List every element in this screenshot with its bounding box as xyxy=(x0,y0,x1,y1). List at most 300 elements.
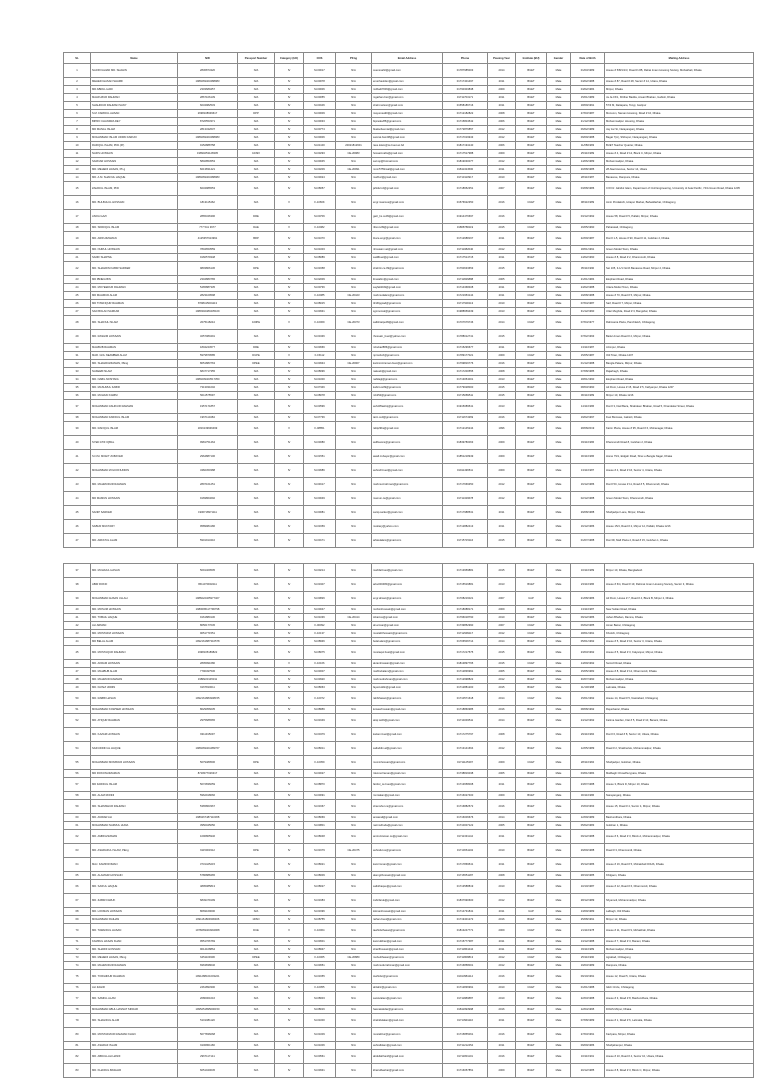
table-cell: 01713658008 xyxy=(443,778,488,792)
table-cell: MD. ANWAR ALI xyxy=(91,814,178,822)
table-cell: Elephant Road, Dhaka xyxy=(605,276,754,284)
table-cell: MD. NABIL MOSTAFA xyxy=(91,376,178,384)
table-cell: 2012 xyxy=(488,630,516,638)
table-cell: Male xyxy=(547,822,571,830)
table-cell: M-08956 xyxy=(304,706,336,714)
table-cell: MAHFUZUR RAHMAN xyxy=(91,94,178,102)
table-cell: emerhaulden@gmail.com xyxy=(372,78,443,86)
table-cell: Male xyxy=(547,894,571,908)
table-cell: IV xyxy=(275,692,304,706)
table-cell: 08/08/1992 xyxy=(571,706,605,714)
table-cell: F-15112 xyxy=(304,352,336,360)
table-cell: 17 xyxy=(64,210,91,224)
table-cell: 25/11/1989 xyxy=(571,150,605,158)
table-cell: N/A xyxy=(336,246,372,254)
table-cell: Ad Floor, House # 7, Road # 4, Block B, Mirpur 2, Dhaka xyxy=(605,592,754,606)
table-cell: 2011 xyxy=(488,1014,516,1028)
table-cell: Male xyxy=(547,224,571,232)
table-cell: karimrozzaman.buet@gmail.com xyxy=(372,360,443,368)
table-cell: IV xyxy=(275,150,304,158)
table-cell: 01713141664 xyxy=(443,742,488,756)
table-row xyxy=(64,534,754,548)
table-cell: 83 xyxy=(64,1064,91,1078)
table-cell: 09/09/1986 xyxy=(571,1042,605,1050)
table-cell: IV xyxy=(275,284,304,292)
table-cell: 2015 xyxy=(488,262,516,276)
table-cell: 2012 xyxy=(488,478,516,492)
table-cell: 26 xyxy=(64,300,91,308)
table-cell: N/A xyxy=(238,196,275,210)
table-cell: 21/12/1986 xyxy=(571,118,605,126)
table-cell: tobail.ce@gmail.com xyxy=(372,614,443,622)
table-cell: 01790303838 xyxy=(443,86,488,94)
table-cell: 01721953144 xyxy=(443,292,488,300)
table-cell: tawhidulhasan@gmail.com xyxy=(372,924,443,938)
table-cell: 52 xyxy=(64,714,91,728)
table-cell: 41 xyxy=(64,614,91,622)
table-cell: C/O Dr. Jahidul Islam, Department of Civil Engineering, University of Asia Pacific, 74/A Green Road, Dhaka 1205 xyxy=(605,182,754,196)
table-cell: 57/3 M, Dattapara, Tongi, Gazipur xyxy=(605,102,754,110)
table-cell: N/A xyxy=(336,436,372,450)
table-cell: BUET xyxy=(516,520,547,534)
table-cell: N/A xyxy=(336,262,372,276)
table-cell: nakeeb@gmail.com xyxy=(372,368,443,376)
table-cell: 2015 xyxy=(488,660,516,668)
table-cell: 76 xyxy=(64,984,91,992)
table-cell: IV xyxy=(275,592,304,606)
table-cell: IV xyxy=(275,534,304,548)
table-row xyxy=(64,684,754,692)
table-cell: 1989302480435109 xyxy=(178,308,238,316)
table-cell: BUET xyxy=(516,792,547,800)
table-cell: M-04617 xyxy=(304,478,336,492)
table-row xyxy=(64,792,754,800)
table-cell: Khilgaon, Dhaka xyxy=(605,872,754,880)
table-cell: 29/08/1988 xyxy=(571,506,605,520)
table-cell: 2011 xyxy=(488,938,516,946)
table-cell: 2010 xyxy=(488,844,516,858)
table-cell: M-01551 xyxy=(304,450,336,464)
table-cell: N/A xyxy=(336,770,372,778)
table-cell: Uttar Mughda, Road # 3, Bangshal, Dhaka xyxy=(605,308,754,316)
table-cell: House 14, Road # 5, Nasirabad, Chittagong xyxy=(605,692,754,706)
table-cell: Male xyxy=(547,800,571,814)
table-cell: MD TOWFIQUR RAHMAN xyxy=(91,300,178,308)
table-row xyxy=(64,450,754,464)
table-cell: 15/05/1982 xyxy=(571,668,605,676)
table-cell: BUET xyxy=(516,422,547,436)
table-cell: MD. FAYEZ UDDIN xyxy=(91,684,178,692)
table-cell: Male xyxy=(547,830,571,844)
table-cell: 03/01/1984 xyxy=(571,770,605,778)
table-cell: IV xyxy=(275,770,304,778)
table-cell: 9014108864 xyxy=(178,946,238,954)
table-cell: ASFIA GAZI xyxy=(91,210,178,224)
table-cell: M-08009 xyxy=(304,872,336,880)
table-cell: IV xyxy=(275,174,304,182)
table-cell: MD ABDUL HADI xyxy=(91,86,178,94)
table-cell: 09/12/1986 xyxy=(571,614,605,622)
table-cell: F-10069 xyxy=(304,316,336,330)
table-row xyxy=(64,464,754,478)
table-cell: N/A xyxy=(238,962,275,970)
table-cell: 1967110484 xyxy=(178,414,238,422)
table-cell: 2016 xyxy=(488,1050,516,1064)
table-cell: 01714368408 xyxy=(443,284,488,292)
table-cell: N/A xyxy=(336,742,372,756)
table-cell: Flat # 3, Dad Baza, Shabdeen Bhaban, Road 5, Khandekar Street, Dhaka xyxy=(605,400,754,414)
table-cell: mominhossain@gmail.com xyxy=(372,756,443,770)
table-cell: 2015 xyxy=(488,564,516,578)
table-cell: 44 xyxy=(64,492,91,506)
table-cell: kamrroman@gmail.com xyxy=(372,858,443,872)
table-cell: 01717401497 xyxy=(443,78,488,86)
table-cell: IV xyxy=(275,872,304,880)
table-cell: DOHS Mirpur, Dhaka xyxy=(605,1006,754,1014)
table-cell: kowserhossain@gmail.com xyxy=(372,706,443,714)
table-cell: 100PE xyxy=(238,316,275,330)
table-cell: Male xyxy=(547,520,571,534)
table-cell: 7804653559 xyxy=(178,246,238,254)
table-cell: 01811993998 xyxy=(443,1006,488,1014)
table-cell: abdullahhanif@gmail.com xyxy=(372,1050,443,1064)
table-cell: 16 xyxy=(64,196,91,210)
table-cell: BUET xyxy=(516,94,547,102)
table-cell: House # 11, Road # 9, Mohakhali, Dhaka xyxy=(605,924,754,938)
table-cell: Male xyxy=(547,254,571,262)
table-cell: N/A xyxy=(336,1028,372,1042)
table-cell: 5962918066 xyxy=(178,792,238,800)
table-cell: M-03293 xyxy=(304,150,336,158)
table-cell: BUET xyxy=(516,262,547,276)
table-row xyxy=(64,1006,754,1014)
table-cell: 7790497536 xyxy=(178,668,238,676)
table-cell: 01851218949 xyxy=(443,450,488,464)
table-cell: 1 xyxy=(64,64,91,78)
table-cell: 01716057851 xyxy=(443,1064,488,1078)
table-row xyxy=(64,606,754,614)
table-cell: 01716858001 xyxy=(443,962,488,970)
table-cell: 2012 xyxy=(488,126,516,134)
table-cell: BUET xyxy=(516,284,547,292)
table-cell: 2967117141 xyxy=(178,1050,238,1064)
table-cell: 3257080491 xyxy=(178,330,238,344)
table-cell: shahidulalam@gmail.com xyxy=(372,1014,443,1028)
table-cell: F-10082 xyxy=(304,224,336,232)
table-cell: BUET xyxy=(516,450,547,464)
table-cell: SHAHIDUR RAHMAN SANY xyxy=(91,102,178,110)
table-row xyxy=(64,196,754,210)
table-cell: M-01655 xyxy=(304,970,336,984)
table-cell: 16/12/1986 xyxy=(571,520,605,534)
table-cell: 8213831421 xyxy=(178,166,238,174)
table-cell: 16/11/1989 xyxy=(571,564,605,578)
table-cell: House # 3, Road # 8, Bashundhara, Dhaka xyxy=(605,992,754,1006)
table-cell: 01715089511 xyxy=(443,392,488,400)
table-cell: BRP xyxy=(238,232,275,246)
table-cell: IV xyxy=(275,970,304,984)
table-cell: kazam.buet@gmail.com xyxy=(372,728,443,742)
table-cell: arku000480@gmail.com xyxy=(372,578,443,592)
table-cell: M-01009 xyxy=(304,1028,336,1042)
table-cell: 57 xyxy=(64,778,91,792)
table-cell: BUET xyxy=(516,992,547,1006)
table-cell: N/A xyxy=(238,938,275,946)
table-cell: DPE xyxy=(238,262,275,276)
table-cell: 2012 xyxy=(488,742,516,756)
table-cell: M-08021 xyxy=(304,858,336,872)
table-cell: M-00106 xyxy=(304,102,336,110)
table-cell: 9051771551 xyxy=(178,630,238,638)
table-cell: Male xyxy=(547,414,571,422)
table-cell: 13 xyxy=(64,166,91,174)
table-cell: 2005 xyxy=(488,276,516,284)
table-cell: 1989269403488983 xyxy=(178,174,238,182)
table-cell: IV xyxy=(275,292,304,300)
table-cell: MD. MEHEDI HASAN, Ph.g xyxy=(91,166,178,174)
table-cell: hossainnafis@gmail.com xyxy=(372,150,443,158)
table-cell: MD. SAMIUL ALAM xyxy=(91,992,178,1006)
table-cell: 01715804542 xyxy=(443,118,488,126)
table-cell: 16/05/1990 xyxy=(571,224,605,232)
table-cell: IV xyxy=(275,668,304,676)
table-cell: 23/07/1988 xyxy=(571,778,605,792)
table-cell: Rampura, Dhaka xyxy=(605,962,754,970)
table-cell: M-03651 xyxy=(304,962,336,970)
table-cell: 01819030077 xyxy=(443,158,488,166)
table-cell: IV xyxy=(275,814,304,822)
table-cell: 08/11/1989 xyxy=(571,196,605,210)
table-cell: N/A xyxy=(336,422,372,436)
table-cell: Male xyxy=(547,814,571,822)
table-cell: 01717988531 xyxy=(443,506,488,520)
table-cell: akramhossain@gmail.com xyxy=(372,660,443,668)
table-cell: Mirpur 12, Dhaka xyxy=(605,916,754,924)
table-cell: mahifal.buet@gmail.com xyxy=(372,564,443,578)
table-cell: 2011 xyxy=(488,254,516,262)
table-cell: SAROAR HOSSAIN xyxy=(91,158,178,166)
table-cell: 01911496511 xyxy=(443,464,488,478)
table-cell: IV xyxy=(275,578,304,592)
table-cell: Gulshan 1, Dhaka xyxy=(605,822,754,830)
table-cell: Male xyxy=(547,954,571,962)
table-cell: 18/01/1991 xyxy=(571,630,605,638)
table-cell: Male xyxy=(547,196,571,210)
table-cell: Male xyxy=(547,316,571,330)
table-cell: Male xyxy=(547,1028,571,1042)
table-cell: 28/12/1989 xyxy=(571,894,605,908)
table-cell: Saif, Road # 7, Mirpur, Dhaka xyxy=(605,300,754,308)
table-cell: N/A xyxy=(336,174,372,182)
table-cell: V xyxy=(275,196,304,210)
table-cell: N/A xyxy=(238,592,275,606)
table-cell: mostafizur@gmail.com xyxy=(372,1028,443,1042)
table-cell: V xyxy=(275,660,304,668)
table-cell: 71 xyxy=(64,938,91,946)
table-cell: N/A xyxy=(238,254,275,262)
table-cell: IV xyxy=(275,684,304,692)
table-cell: amiruzzaman.ce@gmail.com xyxy=(372,830,443,844)
table-cell: N/A xyxy=(336,478,372,492)
table-cell: M-08755 xyxy=(304,916,336,924)
table-cell: House # 8, Road # 12, Dhanmondi, Dhaka xyxy=(605,668,754,676)
table-cell: Monoom, Naman Housing, Road # 10, Dhaka xyxy=(605,110,754,118)
table-cell: 2012 xyxy=(488,962,516,970)
table-cell: 2011 xyxy=(488,292,516,300)
table-cell: M-00045 xyxy=(304,158,336,166)
table-cell: N/A xyxy=(336,102,372,110)
table-cell: 01787985003 xyxy=(443,64,488,78)
table-cell: BUET xyxy=(516,742,547,756)
table-cell: 20 xyxy=(64,246,91,254)
table-cell: 36 xyxy=(64,392,91,400)
table-cell: 01717514715 xyxy=(443,254,488,262)
table-cell: 01713054001 xyxy=(443,376,488,384)
table-cell: 6034982533 xyxy=(178,102,238,110)
table-cell: 01913981114 xyxy=(443,970,488,984)
table-row xyxy=(64,660,754,668)
table-row xyxy=(64,668,754,676)
table-cell: IV xyxy=(275,450,304,464)
header-row xyxy=(64,53,754,64)
table-cell: M-03931 xyxy=(304,308,336,316)
table-cell: Fatima Garden, Flat # 5, Road # 10, Banani, Dhaka xyxy=(605,714,754,728)
table-cell: 01711826888 xyxy=(443,276,488,284)
table-cell: 2009 xyxy=(488,1064,516,1078)
table-cell: F-10166 xyxy=(304,660,336,668)
table-cell: CE-20373 xyxy=(336,316,372,330)
table-cell: 05/11/1990 xyxy=(571,262,605,276)
table-cell: bipradev85@gmail.com xyxy=(372,118,443,126)
table-cell: mnm5759mail@gmail.com xyxy=(372,166,443,174)
table-cell: 43 xyxy=(64,478,91,492)
table-cell: M-08015 xyxy=(304,300,336,308)
table-row xyxy=(64,94,754,102)
table-cell: MD ROKONUZZAMAN xyxy=(91,770,178,778)
table-cell: House # 4, Road # 12, Block C, Mirpur, Dhaka xyxy=(605,150,754,158)
table-cell: MD. LOKMAN HOSSAIN xyxy=(91,908,178,916)
table-cell: 27/03/1987 xyxy=(571,110,605,118)
table-cell: MD. AMIRUZZAMAN xyxy=(91,830,178,844)
table-cell: M-03007 xyxy=(304,668,336,676)
table-row xyxy=(64,880,754,894)
table-cell: 2009 xyxy=(488,352,516,360)
table-cell: 64 xyxy=(64,858,91,872)
table-cell: 13/11/1987 xyxy=(571,606,605,614)
table-row xyxy=(64,368,754,376)
table-cell: MD. KHAIRUL BASHAR xyxy=(91,1064,178,1078)
table-cell: 2013 xyxy=(488,308,516,316)
table-cell: rifat.cu09@gmail.com xyxy=(372,224,443,232)
table-cell: 28/08/2019 xyxy=(571,422,605,436)
table-row xyxy=(64,330,754,344)
column-header: NID xyxy=(178,53,238,64)
table-cell: M-00033 xyxy=(304,118,336,126)
table-cell: IV xyxy=(275,630,304,638)
table-row xyxy=(64,894,754,908)
table-cell: Male xyxy=(547,166,571,174)
table-cell: 07/08/1989 xyxy=(571,1014,605,1028)
table-cell: IV xyxy=(275,946,304,954)
table-cell: MD. TOBAIL HAQUE xyxy=(91,614,178,622)
table-cell: 2975686565 xyxy=(178,714,238,728)
table-row xyxy=(64,102,754,110)
table-cell: 2011 xyxy=(488,232,516,246)
table-cell: N/A xyxy=(238,1042,275,1050)
table-cell: 2015 xyxy=(488,224,516,232)
table-cell: 2007 xyxy=(488,622,516,630)
table-cell: N/A xyxy=(336,728,372,742)
table-cell: Male xyxy=(547,110,571,118)
table-cell: IV xyxy=(275,800,304,814)
table-cell: 01712182822 xyxy=(443,110,488,118)
table-cell: 01711331144 xyxy=(443,830,488,844)
table-cell: ash405ashiq@gmail.com xyxy=(372,400,443,414)
table-cell: 11 xyxy=(64,150,91,158)
table-cell: 2015 xyxy=(488,646,516,660)
table-cell: N/A xyxy=(238,118,275,126)
table-cell: 01717217575 xyxy=(443,646,488,660)
table-cell: 4125357913991 xyxy=(178,232,238,246)
table-row xyxy=(64,392,754,400)
table-cell: IV xyxy=(275,254,304,262)
table-cell: N/A xyxy=(238,464,275,478)
table-cell: mahmudurrahman@gmail.com xyxy=(372,962,443,970)
table-cell: MD. ASHRAFUL ISLAM, PEng xyxy=(91,844,178,858)
table-cell: N/A xyxy=(336,830,372,844)
table-row xyxy=(64,308,754,316)
table-cell: M-08003 xyxy=(304,992,336,1006)
table-cell: Mirpur 10, Dhaka 1216 xyxy=(605,392,754,400)
table-cell: DAE xyxy=(238,224,275,232)
table-cell: 24/02/1988 xyxy=(571,284,605,292)
table-cell: SAD BOLAN SARKAR xyxy=(91,308,178,316)
table-cell: Male xyxy=(547,210,571,224)
table-cell: House # 8, Road # 3, Block C, Mirpur, Dhaka xyxy=(605,1064,754,1078)
table-cell: 2007 xyxy=(488,182,516,196)
table-cell: N/A xyxy=(238,728,275,742)
table-cell: alamgirhossain@gmail.com xyxy=(372,872,443,880)
table-cell: N/A xyxy=(238,858,275,872)
table-cell: 70 xyxy=(64,924,91,938)
table-cell: N/A xyxy=(238,1006,275,1014)
table-cell: 01837990600 xyxy=(443,894,488,908)
table-row xyxy=(64,118,754,126)
table-cell: IV xyxy=(275,822,304,830)
table-cell: 5465887335 xyxy=(178,284,238,292)
table-cell: N/A xyxy=(238,778,275,792)
table-cell: N/A xyxy=(238,984,275,992)
table-cell: 1813115462 xyxy=(178,196,238,210)
table-cell: Male xyxy=(547,564,571,578)
table-cell: 5101081120 xyxy=(178,1014,238,1028)
table-cell: anwarali@gmail.com xyxy=(372,814,443,822)
table-cell: 01713588819 xyxy=(443,880,488,894)
table-cell: BUET xyxy=(516,166,547,174)
table-cell: Male xyxy=(547,756,571,770)
table-row xyxy=(64,822,754,830)
table-cell: Male xyxy=(547,938,571,946)
table-row xyxy=(64,262,754,276)
table-cell: 01788012741 xyxy=(443,330,488,344)
table-cell: tarin.ce0@gmail.com xyxy=(372,414,443,422)
table-cell: CE-20880 xyxy=(336,954,372,962)
table-cell: 01988659439 xyxy=(443,308,488,316)
table-cell: SAIFUDDIN AL HAQUE xyxy=(91,742,178,756)
table-row xyxy=(64,506,754,520)
table-cell: MD. NURUL HOSSAIN xyxy=(91,246,178,254)
table-cell: jahidul.icl@gmail.com xyxy=(372,182,443,196)
